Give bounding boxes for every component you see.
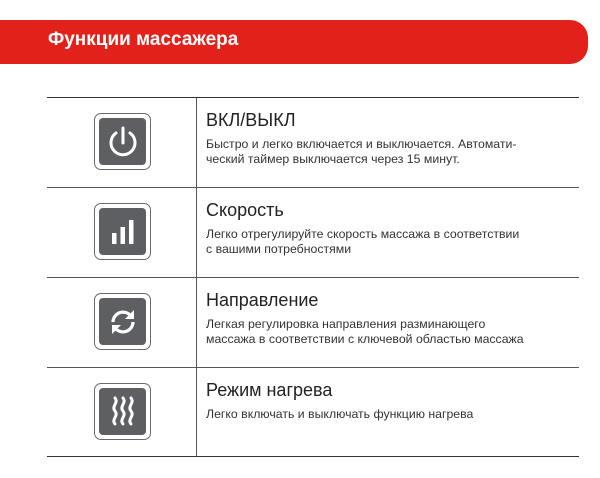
feature-description: Быстро и легко включается и выключается. Автомати- ческий таймер выключается через 15 минут. <box>206 137 517 166</box>
feature-text <box>206 110 571 167</box>
feature-row-power <box>47 98 579 188</box>
feature-text <box>206 290 571 347</box>
icon-cell <box>47 98 197 187</box>
feature-row-heat <box>47 368 579 456</box>
feature-text <box>206 200 571 257</box>
icon-cell <box>47 278 197 367</box>
feature-row-direction <box>47 278 579 368</box>
power-icon <box>94 113 151 170</box>
feature-text <box>206 380 571 422</box>
icon-cell <box>47 188 197 277</box>
feature-description: Легко отрегулируйте скорость массажа в соответствии с вашими потребностями <box>206 227 520 256</box>
heat-waves-icon <box>94 383 151 440</box>
page-title: Функции массажера <box>48 29 239 50</box>
icon-cell <box>47 368 197 456</box>
header-banner <box>0 20 588 64</box>
features-table <box>47 97 579 457</box>
speed-bars-icon <box>94 203 151 260</box>
feature-title: Направление <box>206 290 319 310</box>
feature-title: Режим нагрева <box>206 380 333 400</box>
feature-description: Легкая регулировка направления разминающего массажа в соответствии с ключевой областью массажа <box>206 317 524 346</box>
feature-title: ВКЛ/ВЫКЛ <box>206 110 296 130</box>
feature-description: Легко включать и выключать функцию нагрева <box>206 407 474 421</box>
feature-row-speed <box>47 188 579 278</box>
feature-title: Скорость <box>206 200 284 220</box>
direction-rotate-icon <box>94 293 151 350</box>
